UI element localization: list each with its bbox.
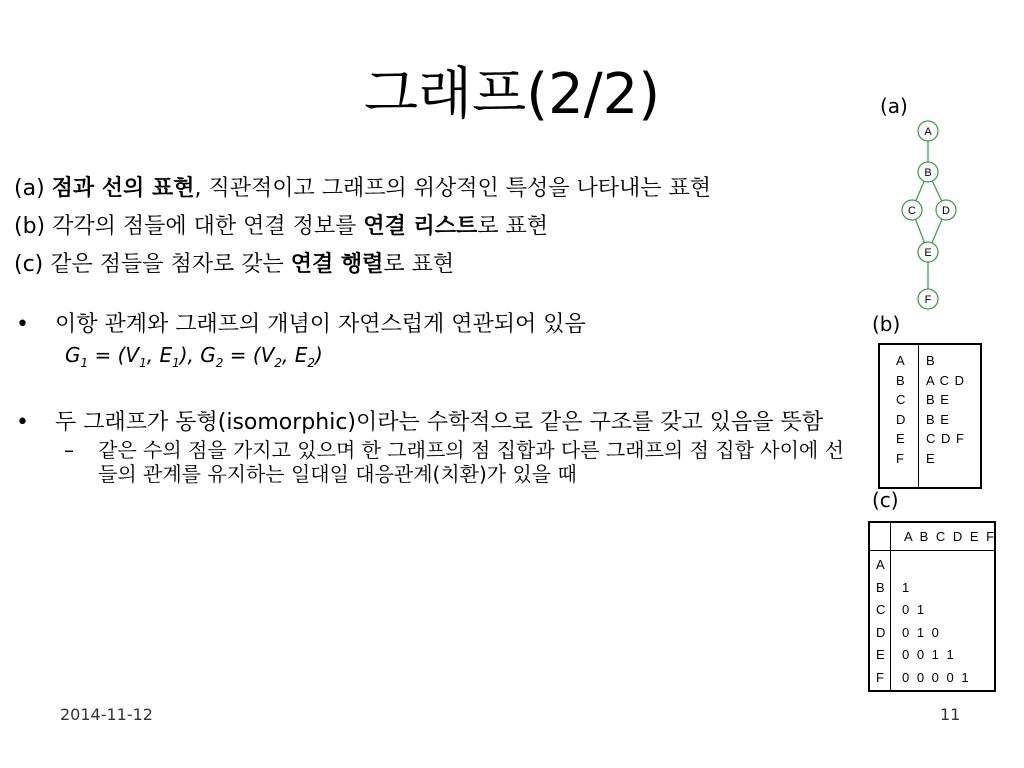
formula-sub: 1 [80,356,89,370]
item-b-bold: 연결 리스트 [363,214,478,239]
item-c [14,250,844,280]
graph-node-d [936,200,956,220]
formula-sub: 1 [172,356,180,370]
item-a-rest: , 직관적이고 그래프의 위상적인 특성을 나타내는 표현 [194,176,711,201]
item-b-rest: 로 표현 [477,214,549,239]
matrix-row-label: F [876,669,886,685]
formula-sub: 2 [307,356,316,370]
formula-part: G [200,343,216,367]
graph-node-a [918,121,938,141]
graph-node-c [902,200,922,220]
figure-label-a: (a) [880,94,908,118]
matrix-row-values: 1 [902,579,912,595]
adjacency-matrix [868,521,996,692]
list-neighbors: E [926,450,936,466]
list-neighbors: B E [926,392,950,407]
formula-part: G [65,343,81,367]
matrix-row-values: 0 1 0 [902,624,941,640]
figure-label-c: (c) [872,488,899,512]
matrix-header: A B C D E F [904,529,997,544]
sub-bullet-dash: – [64,438,74,462]
graph-node-f [918,289,938,309]
list-node: E [896,431,906,446]
formula-part: ), [179,343,201,367]
matrix-row-values: 0 1 [902,602,927,617]
adjacency-list [878,343,982,489]
graph-node-b [918,162,938,182]
list-node: B [896,372,906,388]
item-b-prefix: (b) 각각의 점들에 대한 연결 정보를 [14,214,364,239]
matrix-row-values: 0 0 0 0 1 [902,669,971,685]
graph-node-label: A [924,126,932,138]
matrix-hline [870,550,994,551]
graph-node-label: C [908,205,916,217]
graph-formula [14,340,844,378]
footer-date: 2014-11-12 [60,705,153,724]
list-neighbors: B E [926,411,950,427]
item-a [14,174,844,204]
item-c-bold: 연결 행렬 [290,252,384,277]
matrix-row-label: A [876,557,887,572]
bullet-isomorphic [14,408,844,438]
graph-node-label: E [924,247,932,259]
matrix-vline [890,523,891,690]
bullet-relation [14,310,844,340]
figure-label-b: (b) [872,312,901,336]
item-c-rest: 로 표현 [383,252,455,277]
formula-sub: 2 [274,356,283,370]
slide-title: 그래프(2/2) [363,62,661,127]
page-number: 11 [940,705,961,724]
list-neighbors: C D F [926,431,965,446]
slide-body [14,174,844,486]
list-node: C [896,392,907,407]
formula-part: , E [282,343,308,367]
matrix-row-label: C [876,602,888,617]
item-b [14,212,844,242]
formula-part: = (V [88,343,140,367]
sub-bullet-text: 같은 수의 점을 가지고 있으며 한 그래프의 점 집합과 다른 그래프의 점 집합 사이에 선들의 관계를 유지하는 일대일 대응관계(치환)가 있을 때 [98,438,844,486]
graph-node-label: F [924,294,932,306]
graph-node-e [918,242,938,262]
matrix-row-label: E [876,647,887,662]
formula-part: = (V [223,343,275,367]
graph-node-label: D [942,205,950,217]
formula-sub: 1 [139,356,147,370]
list-neighbors: A C D [926,372,965,388]
matrix-row-label: B [876,579,887,595]
list-node: F [896,450,905,466]
matrix-row-label: D [876,624,888,640]
graph-node-label: B [924,167,932,179]
bullet-isomorphic-text: 두 그래프가 동형(isomorphic)이라는 수학적으로 같은 구조를 갖고 있음을 뜻함 [55,410,824,435]
list-node: A [896,353,906,368]
bullet-dot: • [16,410,29,435]
formula-sub: 2 [215,356,224,370]
item-c-prefix: (c) 같은 점들을 첨자로 갖는 [14,252,291,277]
list-neighbors: B [926,353,936,368]
formula-part: , E [146,343,173,367]
bullet-relation-text: 이항 관계와 그래프의 개념이 자연스럽게 연관되어 있음 [55,312,586,337]
sub-bullet [14,438,844,486]
formula-part: ) [315,343,323,367]
matrix-row-values: 0 0 1 1 [902,647,956,662]
list-node: D [896,411,907,427]
item-a-prefix: (a) [14,176,52,201]
graph-diagram [890,115,970,315]
bullet-dot: • [16,312,29,337]
item-a-bold: 점과 선의 표현 [51,176,195,201]
